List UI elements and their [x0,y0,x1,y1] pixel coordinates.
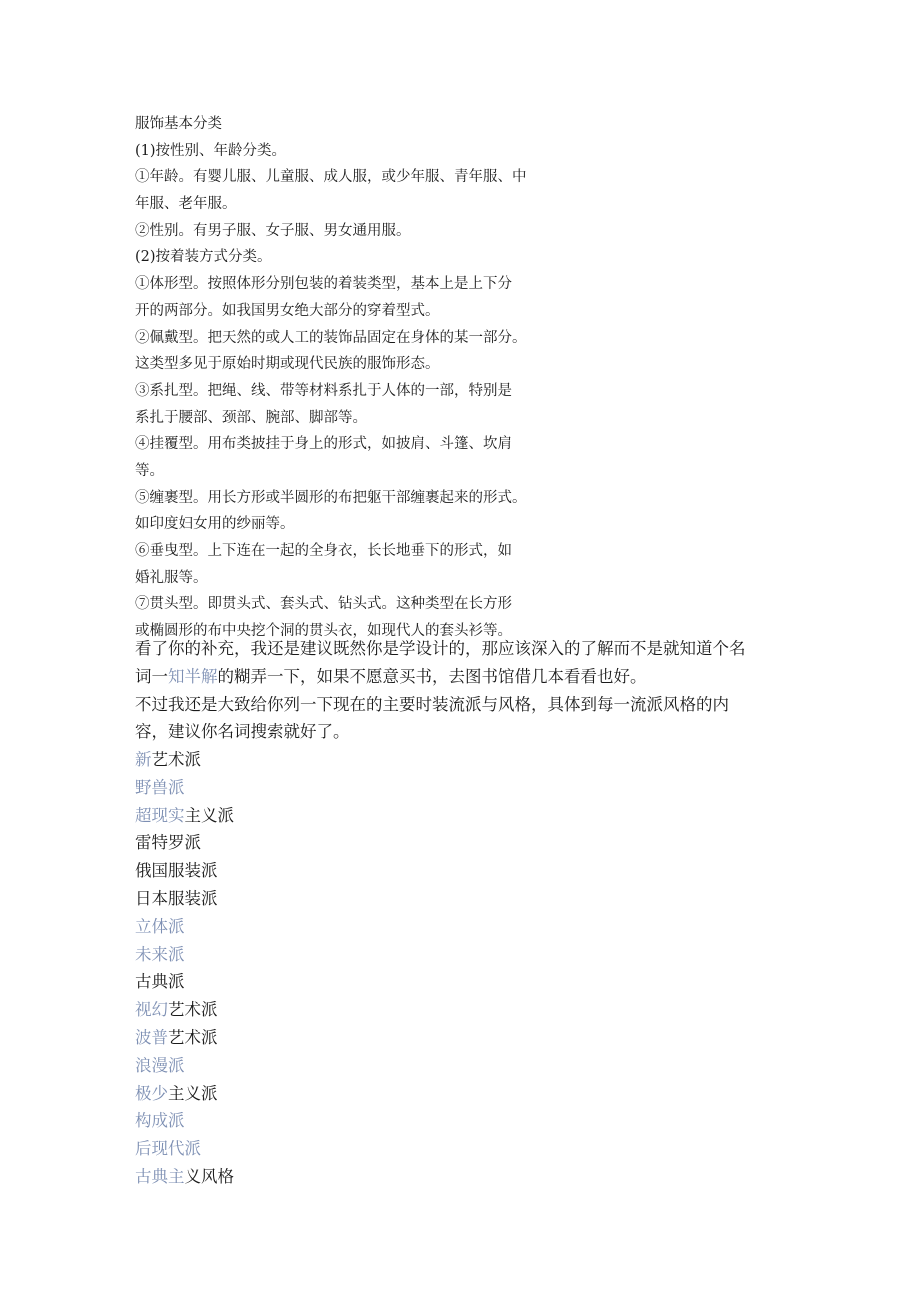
paragraph-line: ①体形型。按照体形分别包装的着装类型，基本上是上下分 [135,276,512,293]
list-item [135,885,234,913]
list-item [135,1080,234,1108]
text-span: 的糊弄一下，如果不愿意买书，去图书馆借几本看看也好。 [217,666,647,686]
list-item [135,1052,234,1080]
keyword-link[interactable]: 后现代派 [135,1139,201,1159]
paragraph-line: ②性别。有男子服、女子服、男女通用服。 [135,222,411,239]
list-item [135,996,234,1024]
list-item-text: 古典派 [135,972,185,992]
paragraph-line: 年服、老年服。 [135,196,237,213]
paragraph-line: ③系扎型。把绳、线、带等材料系扎于人体的一部，特别是 [135,382,512,399]
paragraph-line: ⑦贯头型。即贯头式、套头式、钻头式。这种类型在长方形 [135,596,512,613]
list-item-text: 日本服装派 [135,888,218,908]
keyword-link[interactable]: 未来派 [135,944,185,964]
list-item [135,941,234,969]
paragraph-line: ①年龄。有婴儿服、儿童服、成人服，或少年服、青年服、中 [135,169,527,186]
keyword-link[interactable]: 极少 [135,1083,168,1103]
keyword-link[interactable]: 立体派 [135,916,185,936]
text-span: 词一 [135,666,168,686]
keyword-link[interactable]: 视幻 [135,1000,168,1020]
list-item-text: 义风格 [184,1166,234,1186]
paragraph-line: 容，建议你名词搜索就好了。 [135,722,350,742]
list-item [135,968,234,996]
paragraph-line: 或椭圆形的布中央挖个洞的贯头衣，如现代人的套头衫等。 [135,623,512,640]
list-item-text: 俄国服装派 [135,861,218,881]
keyword-link[interactable]: 超现实 [135,805,185,825]
list-item-text: 主义派 [168,1083,218,1103]
paragraph-line: (1)按性别、年龄分类。 [135,142,287,159]
keyword-link[interactable]: 古典主 [135,1166,185,1186]
paragraph-line: (2)按着装方式分类。 [135,249,272,266]
list-item [135,913,234,941]
paragraph-line: ②佩戴型。把天然的或人工的装饰品固定在身体的某一部分。 [135,329,527,346]
keyword-link[interactable]: 波普 [135,1027,168,1047]
list-item [135,774,234,802]
keyword-link[interactable]: 浪漫派 [135,1055,185,1075]
paragraph-line [135,663,815,691]
list-item [135,857,234,885]
section-title: 服饰基本分类 [135,116,222,132]
fashion-styles-list [135,746,234,1191]
paragraph-line: 等。 [135,462,164,479]
paragraph-line: 开的两部分。如我国男女绝大部分的穿着型式。 [135,302,440,319]
list-item [135,802,234,830]
paragraph-line: 不过我还是大致给你列一下现在的主要时装流派与风格，具体到每一流派风格的内 [135,694,729,714]
keyword-link[interactable]: 新 [135,750,152,769]
list-item [135,1024,234,1052]
paragraph-line: ④挂覆型。用布类披挂于身上的形式，如披肩、斗篷、坎肩 [135,436,512,453]
keyword-link[interactable]: 构成派 [135,1111,185,1131]
clothing-classification-section [135,111,595,645]
list-item-text: 主义派 [184,805,234,825]
list-item [135,1163,234,1191]
list-item [135,1107,234,1135]
paragraph-line: ⑥垂曳型。上下连在一起的全身衣，长长地垂下的形式，如 [135,543,512,559]
paragraph-line: 这类型多见于原始时期或现代民族的服饰形态。 [135,356,440,373]
list-item [135,1135,234,1163]
list-item-text: 艺术派 [168,1000,218,1020]
paragraph-line: 如印度妇女用的纱丽等。 [135,516,295,533]
paragraph-line: 系扎于腰部、颈部、腕部、脚部等。 [135,409,367,426]
keyword-link[interactable]: 野兽派 [135,777,185,797]
advice-section [135,635,815,746]
list-item-text: 艺术派 [151,750,201,769]
list-item [135,746,234,774]
paragraph-line: 看了你的补充，我还是建议既然你是学设计的，那应该深入的了解而不是就知道个名 [135,639,746,658]
keyword-link[interactable]: 知半解 [168,666,218,686]
list-item-text: 艺术派 [168,1027,218,1047]
list-item [135,829,234,857]
paragraph-line: ⑤缠裹型。用长方形或半圆形的布把躯干部缠裹起来的形式。 [135,489,527,506]
paragraph-line: 婚礼服等。 [135,569,208,586]
list-item-text: 雷特罗派 [135,833,201,853]
